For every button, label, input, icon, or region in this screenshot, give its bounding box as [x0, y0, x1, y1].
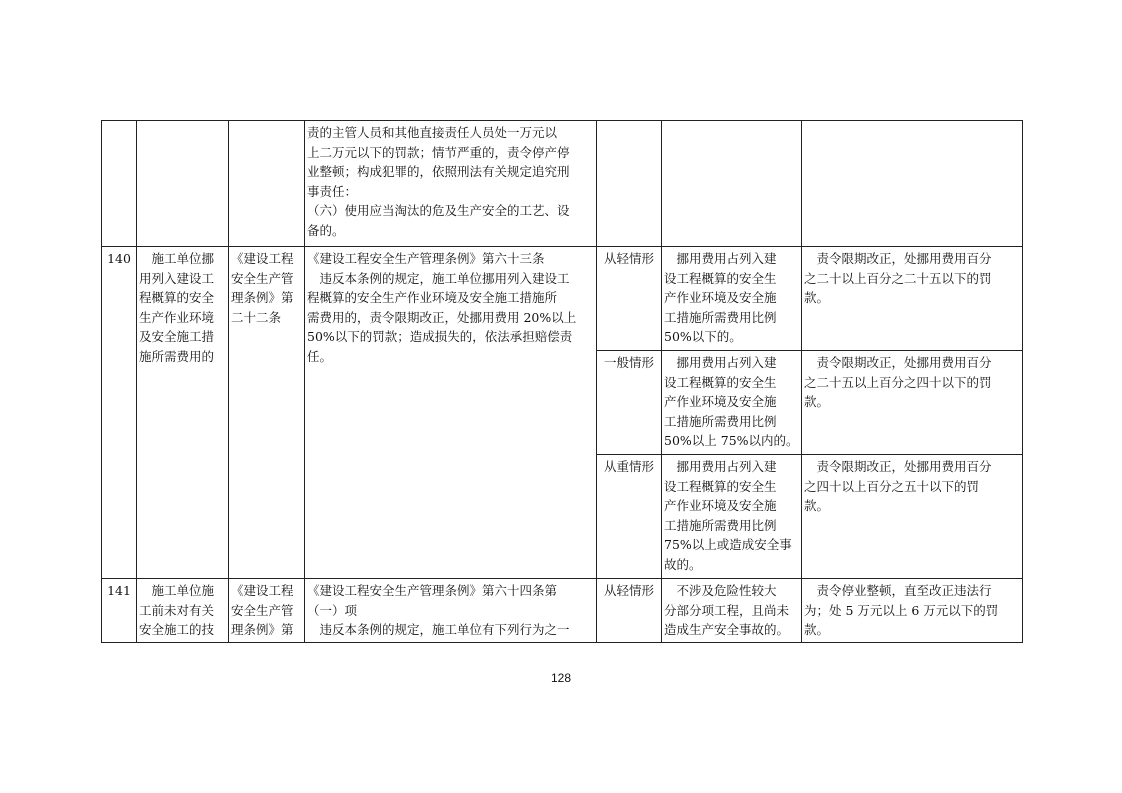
item-line: 施工单位挪: [151, 251, 215, 266]
basis-line: 业整顿；构成犯罪的，依照刑法有关规定追究刑: [307, 164, 570, 179]
condition-line: 50%以下的。: [664, 329, 742, 344]
condition-cell: [662, 121, 802, 247]
basis-line: 程概算的安全生产作业环境及安全施工措施所: [307, 290, 558, 305]
penalty-line: 款。: [804, 622, 830, 637]
item-line: 生产作业环境: [139, 309, 215, 325]
item-line: 程概算的安全: [139, 290, 215, 305]
penalty-table: [101, 120, 1023, 643]
level-cell: 从重情形: [597, 455, 662, 579]
penalty-cell: [802, 455, 1023, 579]
level-cell: 从轻情形: [597, 247, 662, 351]
basis-line: 责的主管人员和其他直接责任人员处一万元以: [307, 125, 558, 140]
condition-line: 不涉及危险性较大: [676, 583, 777, 598]
penalty-cell: [802, 351, 1023, 455]
item-line: 用列入建设工: [139, 270, 215, 286]
condition-line: 设工程概算的安全生: [664, 270, 777, 286]
item-line: 施工单位施: [151, 583, 215, 598]
penalty-line: 之二十五以上百分之四十以下的罚: [804, 374, 992, 390]
basis-line: 需费用的，责令限期改正，处挪用费用 20%以上: [307, 309, 577, 325]
basis-line: 《建设工程安全生产管理条例》第六十三条: [307, 251, 545, 266]
condition-line: 产作业环境及安全施: [664, 498, 777, 513]
item-line: 安全施工的技: [139, 622, 215, 637]
basis-line: （六）使用应当淘汰的危及生产安全的工艺、设: [307, 203, 570, 218]
condition-line: 设工程概算的安全生: [664, 478, 777, 494]
condition-line: 50%以上 75%以内的。: [664, 433, 799, 448]
basis-cell: [305, 121, 597, 247]
penalty-cell: [802, 121, 1023, 247]
penalty-line: 款。: [804, 290, 830, 305]
basis-line: （一）项: [307, 602, 358, 618]
article-line: 安全生产管: [231, 602, 294, 618]
basis-line: 《建设工程安全生产管理条例》第六十四条第: [307, 583, 558, 598]
article-cell: [229, 579, 305, 643]
number-cell: [102, 121, 137, 247]
level-cell: 从轻情形: [597, 579, 662, 643]
basis-line: 违反本条例的规定，施工单位有下列行为之一: [319, 622, 570, 637]
article-cell: [229, 247, 305, 579]
condition-line: 工措施所需费用比例: [664, 413, 777, 429]
item-line: 及安全施工措: [139, 329, 215, 344]
condition-line: 75%以上或造成安全事: [664, 537, 792, 552]
article-line: 理条例》第: [231, 290, 294, 305]
penalty-line: 款。: [804, 498, 830, 513]
article-line: 安全生产管: [231, 270, 294, 286]
article-line: 二十二条: [231, 309, 282, 325]
basis-line: 上二万元以下的罚款；情节严重的，责令停产停: [307, 144, 570, 160]
row-number: 140: [102, 247, 137, 579]
article-cell: [229, 121, 305, 247]
basis-line: 任。: [307, 348, 333, 364]
item-line: 工前未对有关: [139, 602, 215, 618]
basis-line: 50%以下的罚款；造成损失的，依法承担赔偿责: [307, 329, 573, 344]
condition-line: 工措施所需费用比例: [664, 517, 777, 533]
condition-line: 挪用费用占列入建: [676, 251, 777, 266]
row-number: 141: [102, 579, 137, 643]
penalty-cell: [802, 579, 1023, 643]
condition-line: 设工程概算的安全生: [664, 374, 777, 390]
penalty-line: 之四十以上百分之五十以下的罚: [804, 478, 980, 494]
table-row-continuation: [102, 121, 1023, 247]
level-cell: [597, 121, 662, 247]
item-cell: [137, 247, 229, 579]
basis-line: 事责任：: [307, 183, 358, 199]
condition-cell: [662, 455, 802, 579]
penalty-line: 责令限期改正，处挪用费用百分: [816, 355, 992, 370]
basis-cell: [305, 579, 597, 643]
condition-line: 产作业环境及安全施: [664, 290, 777, 305]
condition-line: 挪用费用占列入建: [676, 355, 777, 370]
article-line: 《建设工程: [231, 251, 294, 266]
basis-line: 备的。: [307, 222, 345, 238]
penalty-cell: [802, 247, 1023, 351]
article-line: 《建设工程: [231, 583, 294, 598]
penalty-line: 责令停业整顿，直至改正违法行: [816, 583, 992, 598]
condition-line: 产作业环境及安全施: [664, 394, 777, 409]
penalty-line: 责令限期改正，处挪用费用百分: [816, 251, 992, 266]
item-cell: [137, 579, 229, 643]
level-cell: 一般情形: [597, 351, 662, 455]
penalty-line: 为；处 5 万元以上 6 万元以下的罚: [804, 602, 999, 618]
basis-line: 违反本条例的规定，施工单位挪用列入建设工: [319, 270, 570, 286]
condition-line: 工措施所需费用比例: [664, 309, 777, 325]
condition-line: 分部分项工程，且尚未: [664, 602, 790, 618]
condition-line: 挪用费用占列入建: [676, 459, 777, 474]
penalty-line: 之二十以上百分之二十五以下的罚: [804, 270, 992, 286]
condition-line: 故的。: [664, 556, 702, 572]
basis-cell: [305, 247, 597, 579]
table-row-141: [102, 579, 1023, 643]
item-cell: [137, 121, 229, 247]
condition-cell: [662, 579, 802, 643]
penalty-line: 款。: [804, 394, 830, 409]
table-row-140: [102, 247, 1023, 351]
article-line: 理条例》第: [231, 622, 294, 637]
condition-cell: [662, 351, 802, 455]
condition-cell: [662, 247, 802, 351]
item-line: 施所需费用的: [139, 348, 215, 364]
penalty-line: 责令限期改正，处挪用费用百分: [816, 459, 992, 474]
page-number: 128: [550, 671, 572, 685]
condition-line: 造成生产安全事故的。: [664, 622, 790, 637]
